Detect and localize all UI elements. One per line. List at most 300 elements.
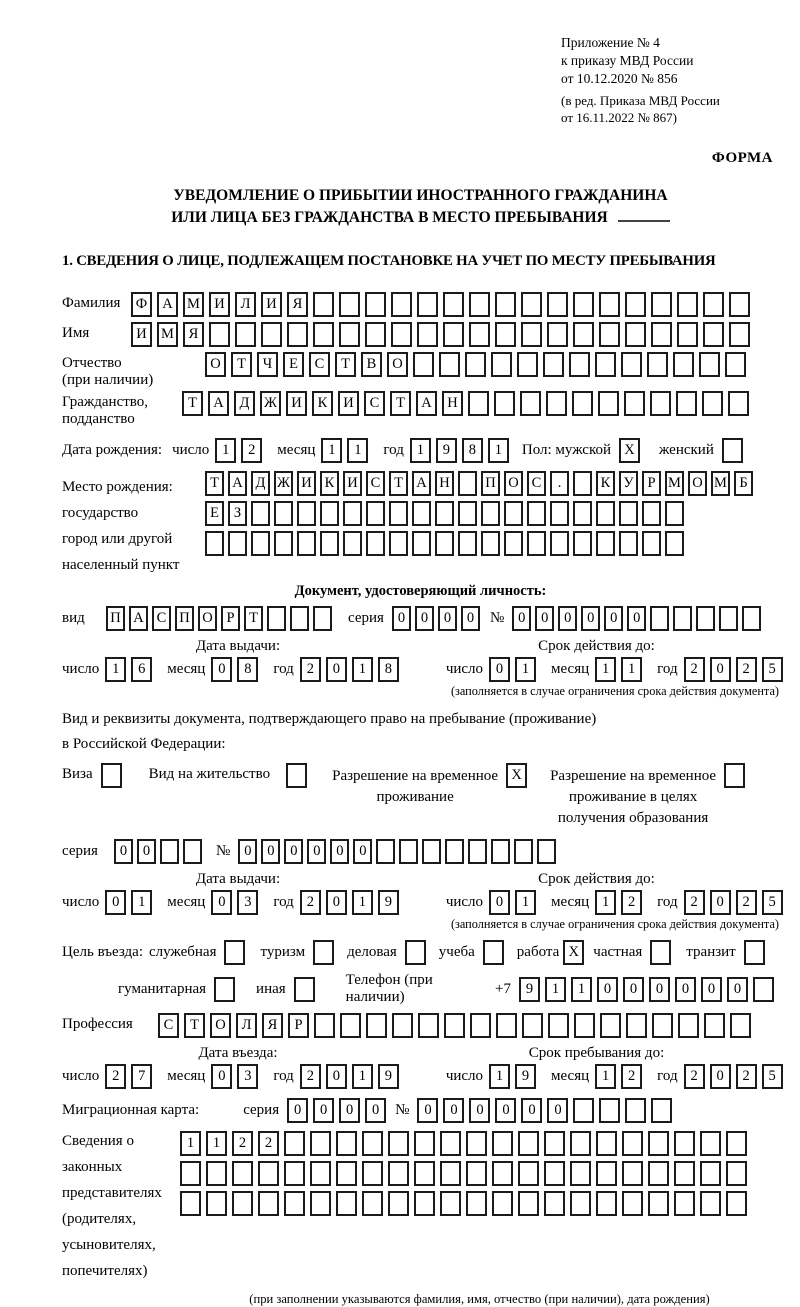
char-cell[interactable]: [547, 322, 568, 347]
char-cell[interactable]: О: [210, 1013, 231, 1038]
char-cell[interactable]: [160, 839, 179, 864]
char-cell[interactable]: 1: [215, 438, 236, 463]
char-cell[interactable]: [570, 1161, 591, 1186]
char-cell[interactable]: X: [506, 763, 527, 788]
char-cell[interactable]: [440, 1191, 461, 1216]
char-cell[interactable]: [700, 1191, 721, 1216]
char-cell[interactable]: 0: [307, 839, 326, 864]
char-cell[interactable]: [469, 292, 490, 317]
char-cell[interactable]: [284, 1131, 305, 1156]
char-cell[interactable]: 1: [352, 890, 373, 915]
char-cell[interactable]: [665, 501, 684, 526]
char-cell[interactable]: 1: [515, 657, 536, 682]
char-cell[interactable]: [224, 940, 245, 965]
char-cell[interactable]: Т: [335, 352, 356, 377]
char-cell[interactable]: [414, 1131, 435, 1156]
char-cell[interactable]: [696, 606, 715, 631]
legal-reps-cells-row3[interactable]: [180, 1191, 752, 1216]
char-cell[interactable]: 2: [258, 1131, 279, 1156]
male-checkbox[interactable]: [619, 438, 645, 463]
entry-month[interactable]: [211, 1064, 263, 1089]
char-cell[interactable]: [527, 501, 546, 526]
char-cell[interactable]: 0: [313, 1098, 334, 1123]
char-cell[interactable]: [235, 322, 256, 347]
char-cell[interactable]: А: [129, 606, 148, 631]
char-cell[interactable]: 0: [512, 606, 531, 631]
char-cell[interactable]: П: [481, 471, 500, 496]
char-cell[interactable]: [251, 531, 270, 556]
char-cell[interactable]: [267, 606, 286, 631]
char-cell[interactable]: [573, 501, 592, 526]
char-cell[interactable]: С: [158, 1013, 179, 1038]
char-cell[interactable]: [413, 352, 434, 377]
entry-day[interactable]: [105, 1064, 157, 1089]
char-cell[interactable]: [313, 940, 334, 965]
char-cell[interactable]: Ч: [257, 352, 278, 377]
char-cell[interactable]: [495, 322, 516, 347]
char-cell[interactable]: [622, 1161, 643, 1186]
char-cell[interactable]: 0: [710, 890, 731, 915]
char-cell[interactable]: Т: [184, 1013, 205, 1038]
char-cell[interactable]: Е: [283, 352, 304, 377]
char-cell[interactable]: [445, 839, 464, 864]
char-cell[interactable]: О: [504, 471, 523, 496]
char-cell[interactable]: 0: [558, 606, 577, 631]
char-cell[interactable]: Д: [251, 471, 270, 496]
char-cell[interactable]: 0: [461, 606, 480, 631]
char-cell[interactable]: [543, 352, 564, 377]
char-cell[interactable]: [624, 391, 645, 416]
char-cell[interactable]: 0: [597, 977, 618, 1002]
birth-day-cells[interactable]: [215, 438, 267, 463]
char-cell[interactable]: И: [338, 391, 359, 416]
char-cell[interactable]: [599, 322, 620, 347]
char-cell[interactable]: [362, 1161, 383, 1186]
char-cell[interactable]: [310, 1161, 331, 1186]
char-cell[interactable]: 9: [515, 1064, 536, 1089]
char-cell[interactable]: [595, 352, 616, 377]
char-cell[interactable]: И: [261, 292, 282, 317]
char-cell[interactable]: [294, 977, 315, 1002]
migration-series-cells[interactable]: [287, 1098, 391, 1123]
char-cell[interactable]: 1: [206, 1131, 227, 1156]
char-cell[interactable]: 9: [378, 890, 399, 915]
char-cell[interactable]: [405, 940, 426, 965]
char-cell[interactable]: Б: [734, 471, 753, 496]
char-cell[interactable]: [677, 322, 698, 347]
char-cell[interactable]: [674, 1161, 695, 1186]
char-cell[interactable]: [546, 391, 567, 416]
char-cell[interactable]: Ж: [274, 471, 293, 496]
char-cell[interactable]: О: [387, 352, 408, 377]
char-cell[interactable]: [744, 940, 765, 965]
char-cell[interactable]: [537, 839, 556, 864]
char-cell[interactable]: [310, 1191, 331, 1216]
stay-day[interactable]: [489, 1064, 541, 1089]
char-cell[interactable]: [573, 1098, 594, 1123]
char-cell[interactable]: [435, 501, 454, 526]
phone-cells[interactable]: [519, 977, 779, 1002]
char-cell[interactable]: 0: [392, 606, 411, 631]
char-cell[interactable]: [481, 501, 500, 526]
char-cell[interactable]: 0: [604, 606, 623, 631]
char-cell[interactable]: 0: [326, 890, 347, 915]
residence-valid-day[interactable]: [489, 890, 541, 915]
char-cell[interactable]: [287, 322, 308, 347]
char-cell[interactable]: [642, 501, 661, 526]
char-cell[interactable]: [518, 1161, 539, 1186]
char-cell[interactable]: [458, 501, 477, 526]
char-cell[interactable]: 0: [469, 1098, 490, 1123]
char-cell[interactable]: 1: [347, 438, 368, 463]
char-cell[interactable]: Р: [642, 471, 661, 496]
birth-year-cells[interactable]: [410, 438, 514, 463]
char-cell[interactable]: [622, 1131, 643, 1156]
char-cell[interactable]: 0: [443, 1098, 464, 1123]
char-cell[interactable]: [389, 531, 408, 556]
char-cell[interactable]: [492, 1191, 513, 1216]
char-cell[interactable]: [418, 1013, 439, 1038]
char-cell[interactable]: З: [228, 501, 247, 526]
char-cell[interactable]: [625, 1098, 646, 1123]
char-cell[interactable]: 1: [321, 438, 342, 463]
char-cell[interactable]: [598, 391, 619, 416]
residence-issue-year[interactable]: [300, 890, 404, 915]
char-cell[interactable]: [389, 501, 408, 526]
char-cell[interactable]: [297, 531, 316, 556]
char-cell[interactable]: 1: [515, 890, 536, 915]
char-cell[interactable]: [492, 1161, 513, 1186]
char-cell[interactable]: 2: [300, 1064, 321, 1089]
char-cell[interactable]: О: [205, 352, 226, 377]
char-cell[interactable]: [274, 531, 293, 556]
char-cell[interactable]: 0: [105, 890, 126, 915]
char-cell[interactable]: [521, 292, 542, 317]
char-cell[interactable]: 0: [649, 977, 670, 1002]
char-cell[interactable]: 5: [762, 1064, 783, 1089]
residence-permit-checkbox[interactable]: [286, 763, 312, 788]
char-cell[interactable]: А: [416, 391, 437, 416]
char-cell[interactable]: 1: [131, 890, 152, 915]
char-cell[interactable]: [550, 501, 569, 526]
char-cell[interactable]: И: [343, 471, 362, 496]
char-cell[interactable]: 2: [684, 890, 705, 915]
char-cell[interactable]: 0: [710, 1064, 731, 1089]
char-cell[interactable]: Ф: [131, 292, 152, 317]
char-cell[interactable]: [336, 1161, 357, 1186]
char-cell[interactable]: [573, 322, 594, 347]
char-cell[interactable]: [729, 292, 750, 317]
char-cell[interactable]: 1: [595, 890, 616, 915]
char-cell[interactable]: [443, 322, 464, 347]
char-cell[interactable]: [648, 1131, 669, 1156]
char-cell[interactable]: Р: [221, 606, 240, 631]
char-cell[interactable]: [297, 501, 316, 526]
char-cell[interactable]: Д: [234, 391, 255, 416]
char-cell[interactable]: С: [366, 471, 385, 496]
char-cell[interactable]: [458, 531, 477, 556]
char-cell[interactable]: 0: [727, 977, 748, 1002]
purpose-other-checkbox[interactable]: [294, 977, 320, 1002]
char-cell[interactable]: П: [175, 606, 194, 631]
char-cell[interactable]: М: [183, 292, 204, 317]
char-cell[interactable]: [470, 1013, 491, 1038]
char-cell[interactable]: 2: [621, 890, 642, 915]
char-cell[interactable]: 2: [105, 1064, 126, 1089]
doc-issue-day[interactable]: [105, 657, 157, 682]
char-cell[interactable]: 0: [417, 1098, 438, 1123]
purpose-transit-checkbox[interactable]: [744, 940, 770, 965]
char-cell[interactable]: [626, 1013, 647, 1038]
char-cell[interactable]: [206, 1191, 227, 1216]
char-cell[interactable]: [444, 1013, 465, 1038]
char-cell[interactable]: [313, 292, 334, 317]
char-cell[interactable]: [514, 839, 533, 864]
char-cell[interactable]: К: [320, 471, 339, 496]
char-cell[interactable]: [703, 322, 724, 347]
char-cell[interactable]: Т: [244, 606, 263, 631]
char-cell[interactable]: 0: [365, 1098, 386, 1123]
char-cell[interactable]: 1: [545, 977, 566, 1002]
char-cell[interactable]: 0: [353, 839, 372, 864]
char-cell[interactable]: [458, 471, 477, 496]
char-cell[interactable]: 1: [180, 1131, 201, 1156]
char-cell[interactable]: [466, 1131, 487, 1156]
doc-issue-year[interactable]: [300, 657, 404, 682]
char-cell[interactable]: [673, 352, 694, 377]
char-cell[interactable]: [665, 531, 684, 556]
char-cell[interactable]: А: [157, 292, 178, 317]
char-cell[interactable]: [339, 322, 360, 347]
char-cell[interactable]: [468, 391, 489, 416]
char-cell[interactable]: 1: [352, 657, 373, 682]
char-cell[interactable]: [647, 352, 668, 377]
char-cell[interactable]: Я: [287, 292, 308, 317]
char-cell[interactable]: [621, 352, 642, 377]
char-cell[interactable]: 1: [595, 657, 616, 682]
legal-reps-cells-row1[interactable]: [180, 1131, 752, 1156]
char-cell[interactable]: [466, 1191, 487, 1216]
char-cell[interactable]: [274, 501, 293, 526]
char-cell[interactable]: [599, 292, 620, 317]
char-cell[interactable]: 9: [519, 977, 540, 1002]
char-cell[interactable]: С: [152, 606, 171, 631]
char-cell[interactable]: И: [297, 471, 316, 496]
char-cell[interactable]: [650, 940, 671, 965]
char-cell[interactable]: [258, 1161, 279, 1186]
char-cell[interactable]: [366, 1013, 387, 1038]
char-cell[interactable]: 9: [378, 1064, 399, 1089]
char-cell[interactable]: 5: [762, 657, 783, 682]
char-cell[interactable]: [251, 501, 270, 526]
char-cell[interactable]: [417, 292, 438, 317]
char-cell[interactable]: И: [286, 391, 307, 416]
purpose-private-checkbox[interactable]: [650, 940, 676, 965]
char-cell[interactable]: 0: [495, 1098, 516, 1123]
char-cell[interactable]: [726, 1161, 747, 1186]
char-cell[interactable]: 0: [114, 839, 133, 864]
char-cell[interactable]: 1: [595, 1064, 616, 1089]
char-cell[interactable]: [570, 1191, 591, 1216]
char-cell[interactable]: [206, 1161, 227, 1186]
visa-checkbox[interactable]: [101, 763, 127, 788]
char-cell[interactable]: [422, 839, 441, 864]
char-cell[interactable]: 2: [736, 657, 757, 682]
char-cell[interactable]: А: [228, 471, 247, 496]
char-cell[interactable]: [391, 292, 412, 317]
char-cell[interactable]: [544, 1161, 565, 1186]
char-cell[interactable]: [703, 292, 724, 317]
char-cell[interactable]: [573, 531, 592, 556]
char-cell[interactable]: 1: [488, 438, 509, 463]
char-cell[interactable]: 0: [339, 1098, 360, 1123]
char-cell[interactable]: [728, 391, 749, 416]
char-cell[interactable]: [468, 839, 487, 864]
char-cell[interactable]: Т: [182, 391, 203, 416]
char-cell[interactable]: 0: [521, 1098, 542, 1123]
char-cell[interactable]: [435, 531, 454, 556]
char-cell[interactable]: С: [309, 352, 330, 377]
char-cell[interactable]: [700, 1161, 721, 1186]
char-cell[interactable]: 2: [300, 657, 321, 682]
char-cell[interactable]: 2: [232, 1131, 253, 1156]
entry-year[interactable]: [300, 1064, 404, 1089]
char-cell[interactable]: Р: [288, 1013, 309, 1038]
char-cell[interactable]: [622, 1191, 643, 1216]
birth-place-cells-row3[interactable]: [205, 531, 757, 556]
char-cell[interactable]: А: [412, 471, 431, 496]
char-cell[interactable]: [376, 839, 395, 864]
char-cell[interactable]: 5: [762, 890, 783, 915]
char-cell[interactable]: [544, 1191, 565, 1216]
char-cell[interactable]: [676, 391, 697, 416]
char-cell[interactable]: [365, 322, 386, 347]
char-cell[interactable]: [544, 1131, 565, 1156]
char-cell[interactable]: 0: [438, 606, 457, 631]
char-cell[interactable]: 0: [211, 657, 232, 682]
char-cell[interactable]: 0: [137, 839, 156, 864]
char-cell[interactable]: [440, 1131, 461, 1156]
char-cell[interactable]: [496, 1013, 517, 1038]
char-cell[interactable]: [677, 292, 698, 317]
char-cell[interactable]: [642, 531, 661, 556]
char-cell[interactable]: М: [665, 471, 684, 496]
surname-cells[interactable]: [131, 292, 755, 317]
char-cell[interactable]: 8: [462, 438, 483, 463]
char-cell[interactable]: [366, 501, 385, 526]
char-cell[interactable]: И: [209, 292, 230, 317]
char-cell[interactable]: [699, 352, 720, 377]
char-cell[interactable]: К: [312, 391, 333, 416]
residence-valid-month[interactable]: [595, 890, 647, 915]
doc-issue-month[interactable]: [211, 657, 263, 682]
char-cell[interactable]: [650, 391, 671, 416]
female-checkbox[interactable]: [722, 438, 748, 463]
char-cell[interactable]: [573, 471, 592, 496]
char-cell[interactable]: У: [619, 471, 638, 496]
char-cell[interactable]: [574, 1013, 595, 1038]
residence-number-cells[interactable]: [238, 839, 560, 864]
stay-year[interactable]: [684, 1064, 788, 1089]
char-cell[interactable]: Т: [231, 352, 252, 377]
char-cell[interactable]: Ж: [260, 391, 281, 416]
char-cell[interactable]: 9: [436, 438, 457, 463]
char-cell[interactable]: [596, 501, 615, 526]
char-cell[interactable]: [492, 1131, 513, 1156]
char-cell[interactable]: [180, 1191, 201, 1216]
char-cell[interactable]: Н: [442, 391, 463, 416]
char-cell[interactable]: [343, 531, 362, 556]
char-cell[interactable]: [336, 1131, 357, 1156]
char-cell[interactable]: [625, 292, 646, 317]
char-cell[interactable]: [209, 322, 230, 347]
char-cell[interactable]: О: [688, 471, 707, 496]
purpose-work-checkbox[interactable]: [563, 940, 589, 965]
char-cell[interactable]: [722, 438, 743, 463]
char-cell[interactable]: 0: [261, 839, 280, 864]
char-cell[interactable]: 3: [237, 890, 258, 915]
char-cell[interactable]: [548, 1013, 569, 1038]
char-cell[interactable]: 0: [211, 1064, 232, 1089]
char-cell[interactable]: [290, 606, 309, 631]
char-cell[interactable]: Т: [390, 391, 411, 416]
char-cell[interactable]: 0: [623, 977, 644, 1002]
char-cell[interactable]: Н: [435, 471, 454, 496]
char-cell[interactable]: С: [527, 471, 546, 496]
char-cell[interactable]: [596, 1191, 617, 1216]
char-cell[interactable]: [726, 1191, 747, 1216]
char-cell[interactable]: 2: [736, 1064, 757, 1089]
purpose-humanitarian-checkbox[interactable]: [214, 977, 240, 1002]
char-cell[interactable]: [495, 292, 516, 317]
char-cell[interactable]: 2: [300, 890, 321, 915]
char-cell[interactable]: Л: [236, 1013, 257, 1038]
char-cell[interactable]: [573, 292, 594, 317]
char-cell[interactable]: [414, 1191, 435, 1216]
char-cell[interactable]: [320, 501, 339, 526]
char-cell[interactable]: [366, 531, 385, 556]
char-cell[interactable]: [491, 352, 512, 377]
char-cell[interactable]: [504, 501, 523, 526]
char-cell[interactable]: [286, 763, 307, 788]
char-cell[interactable]: [439, 352, 460, 377]
char-cell[interactable]: [518, 1131, 539, 1156]
char-cell[interactable]: [547, 292, 568, 317]
char-cell[interactable]: О: [198, 606, 217, 631]
char-cell[interactable]: [284, 1161, 305, 1186]
char-cell[interactable]: [702, 391, 723, 416]
char-cell[interactable]: [719, 606, 738, 631]
char-cell[interactable]: [388, 1191, 409, 1216]
char-cell[interactable]: [310, 1131, 331, 1156]
char-cell[interactable]: [466, 1161, 487, 1186]
char-cell[interactable]: 1: [410, 438, 431, 463]
birth-place-cells-row1[interactable]: [205, 471, 757, 496]
char-cell[interactable]: [320, 531, 339, 556]
char-cell[interactable]: [619, 501, 638, 526]
char-cell[interactable]: [228, 531, 247, 556]
char-cell[interactable]: [469, 322, 490, 347]
char-cell[interactable]: [443, 292, 464, 317]
char-cell[interactable]: .: [550, 471, 569, 496]
char-cell[interactable]: [527, 531, 546, 556]
char-cell[interactable]: [625, 322, 646, 347]
citizenship-cells[interactable]: [182, 391, 754, 416]
char-cell[interactable]: 1: [621, 657, 642, 682]
char-cell[interactable]: [101, 763, 122, 788]
char-cell[interactable]: [284, 1191, 305, 1216]
char-cell[interactable]: Т: [389, 471, 408, 496]
